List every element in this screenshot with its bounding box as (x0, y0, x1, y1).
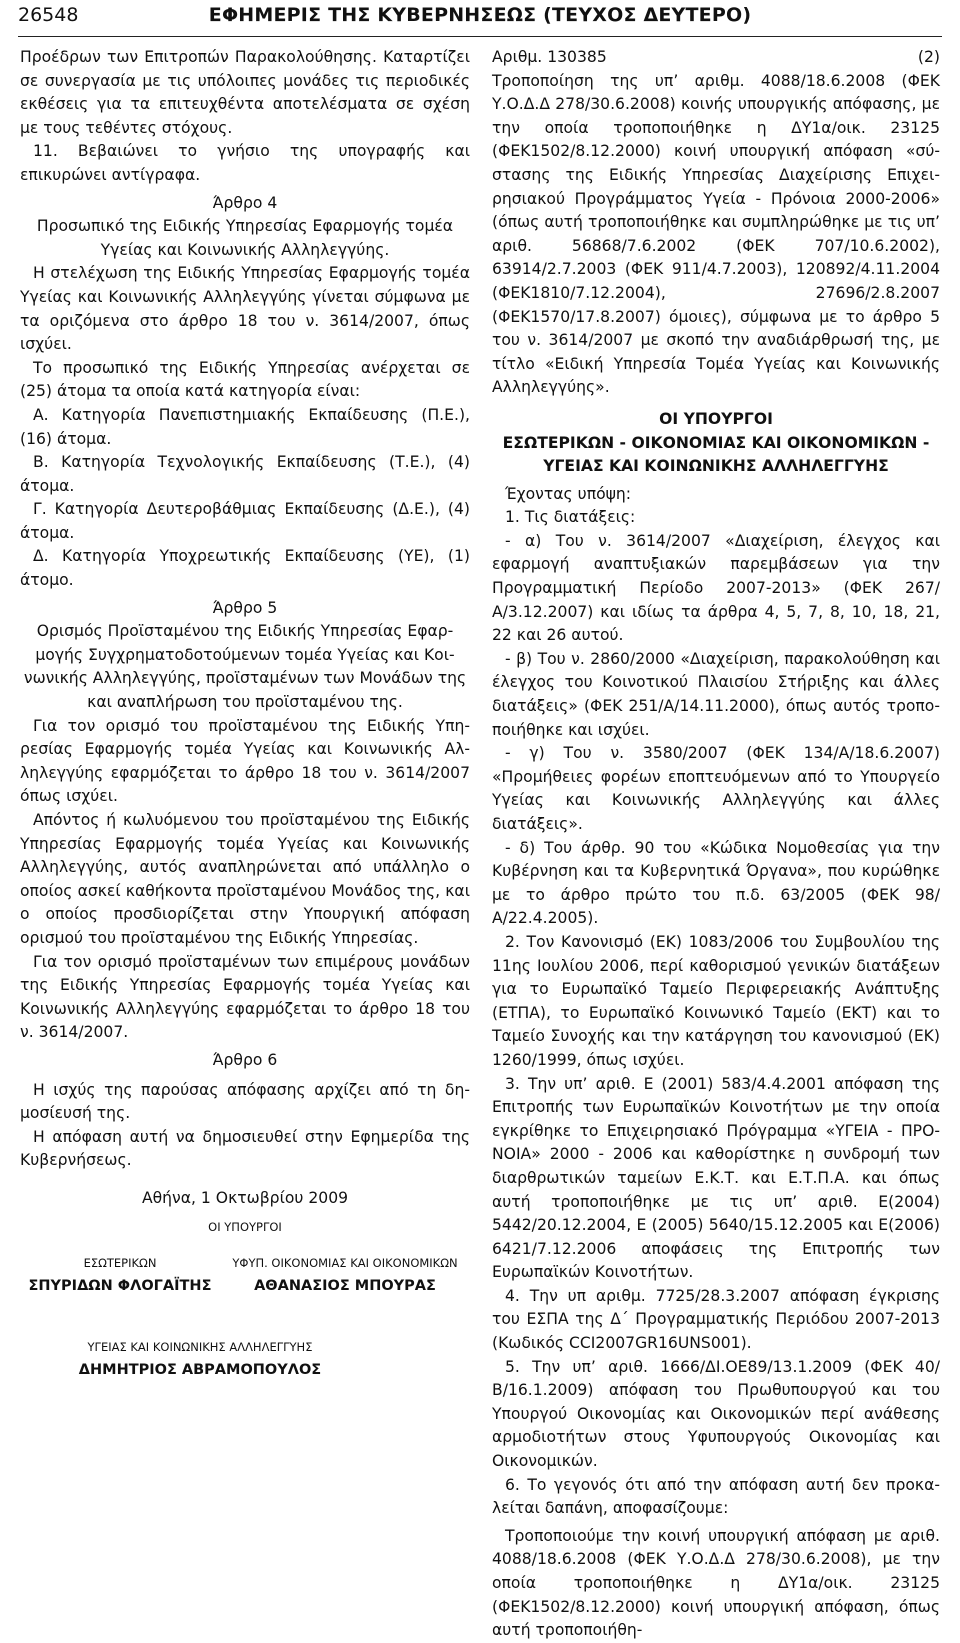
paragraph: Η ισχύς της παρούσας απόφασης αρχίζει από τη δημοσίευσή της. (20, 1080, 470, 1123)
paragraph: Β. Κατηγορία Τεχνολογικής Εκπαίδευσης (Τ.Ε.), (4) άτομα. (20, 453, 470, 495)
ministers-label: ΟΙ ΥΠΟΥΡΓΟΙ (208, 1219, 282, 1234)
paragraph: - α) Του ν. 3614/2007 «Διαχείριση, έλεγχος και εφαρμογή αναπτυξιακών παρεμβάσεων για την Προγραμματική Περίοδο 2007-2013» (ΦΕΚ 267/Α/3.12.2007) και ιδίως τα άρθρα 4, 5, 7, 8, 10, 18, 21, 22 και 26 αυτού. (492, 531, 940, 645)
article-4-subtitle: Προσωπικό της Ειδικής Υπηρεσίας Εφαρμογής τομέα Υγείας και Κοινωνικής Αλληλεγγύης. (36, 217, 454, 259)
page-header (18, 0, 942, 37)
paragraph: Προέδρων των Επιτροπών Παρακολούθησης. Καταρτίζει σε συνεργασία με τις υπόλοιπες μονάδες τις περιοδικές εκθέσεις για τα επιτευχθέντα αποτελέσματα σε σχέση με τους τεθέντες στόχους. (20, 48, 470, 137)
page-number: 26548 (18, 4, 79, 26)
minister-role: ΕΣΩΤΕΡΙΚΩΝ (83, 1255, 157, 1270)
paragraph: 11. Βεβαιώνει το γνήσιο της υπογραφής και επικυρώνει αντίγραφα. (20, 142, 470, 184)
paragraph: 2. Τον Κανονισμό (ΕΚ) 1083/2006 του Συμβουλίου της 11ης Ιουλίου 2006, περί καθορισμού γενικών διατάξεων για το Ευρωπαϊκό Ταμείο Περιφερειακής Ανάπτυξης (ΕΤΠΑ), το Ευρωπαϊκό Κοινωνικό Ταμείο (ΕΚΤ) και το Ταμείο Συνοχής και την κατάργηση του κανονισμού (ΕΚ) 1260/1999, όπως ισχύει. (492, 932, 940, 1069)
paragraph: 5. Την υπ’ αριθ. 1666/ΔΙ.ΟΕ89/13.1.2009 (ΦΕΚ 40/Β/16.1.2009) απόφαση του Πρωθυπουργού και του Υπουργού Οικονομίας και Οικονομικών περί ανάθεσης αρμοδιοτήτων στους Υφυπουργούς Οικονομίας και Οικονομικών. (492, 1357, 940, 1471)
decision-summary: Τροποποίηση της υπ’ αριθμ. 4088/18.6.2008 (ΦΕΚ Υ.Ο.Δ.Δ 278/30.6.2008) κοινής υπουργικής απόφασης, με την οποία τροποποιήθηκε η ΔΥ1α/οικ. 23125 (ΦΕΚ1502/8.12.2000) κοινή υπουργική απόφαση «σύστασης της Ειδικής Υπηρεσίας Διαχείρισης Επιχειρησιακού Προγράμματος Υγεία - Πρόνοια 2000-2006» (όπως αυτή τροποποιήθηκε και συμπληρώθηκε με τις υπ’ αριθ. 56868/7.6.2002 (ΦΕΚ 707/10.6.2002), 63914/2.7.2003 (ΦΕΚ 911/4.7.2003), 120892/4.11.2004 (ΦΕΚ1810/7.12.2004), 27696/2.8.2007 (ΦΕΚ1570/17.8.2007) όμοιες), σύμφωνα με το άρθρο 5 του ν. 3614/2007 με σκοπό την αναδιάρθρωσή της, με τίτλο «Ειδική Υπηρεσία Τομέα Υγείας και Κοινωνικής Αλληλεγγύης». (492, 71, 940, 397)
paragraph: Για τον ορισμό του προϊσταμένου της Ειδικής Υπηρεσίας Εφαρμογής τομέα Υγείας και Κοινωνικής Αλληλεγγύης εφαρμόζεται το άρθρο 18 του ν. 3614/2007 όπως ισχύει. (20, 716, 470, 806)
paragraph: Δ. Κατηγορία Υποχρεωτικής Εκπαίδευσης (ΥΕ), (1) άτομο. (20, 547, 470, 590)
article-5-title: Άρθρο 5 (212, 598, 278, 617)
left-column (20, 46, 470, 1401)
paragraph: - γ) Του ν. 3580/2007 (ΦΕΚ 134/Α/18.6.2007) «Προμήθειες φορέων εποπτευόμενων από το Υπουργείο Υγείας και Κοινωνικής Αλληλεγγύης και άλλες διατάξεις». (492, 744, 940, 833)
paragraph: Γ. Κατηγορία Δευτεροβάθμιας Εκπαίδευσης (Δ.Ε.), (4) άτομα. (20, 500, 470, 542)
minister-name: ΑΘΑΝΑΣΙΟΣ ΜΠΟΥΡΑΣ (254, 1277, 436, 1294)
minister-role: ΥΦΥΠ. ΟΙΚΟΝΟΜΙΑΣ ΚΑΙ ΟΙΚΟΝΟΜΙΚΩΝ (232, 1255, 458, 1270)
paragraph: Α. Κατηγορία Πανεπιστημιακής Εκπαίδευσης (Π.Ε.), (16) άτομα. (20, 405, 470, 448)
ministers-heading: ΟΙ ΥΠΟΥΡΓΟΙ (659, 409, 773, 428)
signature-date: Αθήνα, 1 Οκτωβρίου 2009 (141, 1188, 349, 1207)
paragraph: - δ) Του άρθρ. 90 του «Κώδικα Νομοθεσίας για την Κυβέρνηση και τα Κυβερνητικά Όργανα», που κυρώθηκε με το άρθρο πρώτο του π.δ. 63/2005 (ΦΕΚ 98/Α/22.4.2005). (492, 838, 940, 928)
minister-name: ΣΠΥΡΙΔΩΝ ΦΛΟΓΑΪΤΗΣ (28, 1277, 212, 1294)
paragraph: 1. Τις διατάξεις: (505, 508, 636, 527)
minister-name: ΔΗΜΗΤΡΙΟΣ ΑΒΡΑΜΟΠΟΥΛΟΣ (78, 1361, 322, 1378)
paragraph: 4. Την υπ αριθμ. 7725/28.3.2007 απόφαση έγκρισης του ΕΣΠΑ της Δ΄ Προγραμματικής Περιόδου 2007-2013 (Κωδικός CCI2007GR16UNS001). (492, 1286, 940, 1353)
paragraph: Τροποποιούμε την κοινή υπουργική απόφαση με αριθ. 4088/18.6.2008 (ΦΕΚ Υ.Ο.Δ.Δ 278/30.6.2008), με την οποία τροποποιήθηκε η ΔΥ1α/οικ. 23125 (ΦΕΚ1502/8.12.2000) κοινή υπουργική απόφαση, όπως αυτή τροποποιήθη- (492, 1526, 940, 1640)
paragraph: Για τον ορισμό προϊσταμένων των επιμέρους μονάδων της Ειδικής Υπηρεσίας Εφαρμογής τομέα Υγείας και Κοινωνικής Αλληλεγγύης εφαρμόζεται το άρθρο 18 του ν. 3614/2007. (20, 952, 470, 1042)
decision-index: (2) (917, 48, 940, 66)
paragraph: Απόντος ή κωλυόμενου του προϊσταμένου της Ειδικής Υπηρεσίας Εφαρμογής τομέα Υγείας και Κοινωνικής Αλληλεγγύης, αυτός αναπληρώνεται από υπάλληλο ο οποίος ασκεί καθήκοντα προϊσταμένου Μονάδος της, και ο οποίος προσδιορίζεται στην Υπουργική απόφαση ορισμού του προϊσταμένου της Ειδικής Υπηρεσίας. (20, 811, 470, 947)
minister-role: ΥΓΕΙΑΣ ΚΑΙ ΚΟΙΝΩΝΙΚΗΣ ΑΛΛΗΛΕΓΓΥΗΣ (87, 1339, 313, 1354)
signature-block (20, 1211, 470, 1401)
ministries-heading: ΕΣΩΤΕΡΙΚΩΝ - ΟΙΚΟΝΟΜΙΑΣ ΚΑΙ ΟΙΚΟΝΟΜΙΚΩΝ - ΥΓΕΙΑΣ ΚΑΙ ΚΟΙΝΩΝΙΚΗΣ ΑΛΛΗΛΕΓΓΥΗΣ (502, 433, 930, 476)
right-column (492, 46, 940, 1643)
paragraph: 6. Το γεγονός ότι από την απόφαση αυτή δεν προκαλείται δαπάνη, αποφασίζουμε: (492, 1475, 940, 1518)
paragraph: - β) Του ν. 2860/2000 «Διαχείριση, παρακολούθηση και έλεγχος του Κοινοτικού Πλαισίου Στήριξης και άλλες διατάξεις» (ΦΕΚ 251/Α/14.11.2000), όπως αυτός τροποποιήθηκε και ισχύει. (492, 649, 940, 739)
paragraph: Η στελέχωση της Ειδικής Υπηρεσίας Εφαρμογής τομέα Υγείας και Κοινωνικής Αλληλεγγύης γίνεται σύμφωνα με τα οριζόμενα στο άρθρο 18 του ν. 3614/2007, όπως ισχύει. (20, 264, 470, 354)
paragraph: Το προσωπικό της Ειδικής Υπηρεσίας ανέρχεται σε (25) άτομα τα οποία κατά κατηγορία είναι: (20, 358, 470, 401)
article-6-title: Άρθρο 6 (212, 1050, 278, 1069)
paragraph: Έχοντας υπόψη: (505, 484, 632, 503)
article-5-subtitle: Ορισμός Προϊσταμένου της Ειδικής Υπηρεσίας Εφαρμογής Συγχρηματοδοτούμενων τομέα Υγείας και Κοινωνικής Αλληλεγγύης, προϊσταμένων των Μονάδων της και αναπλήρωση του προϊσταμένου της. (23, 622, 467, 712)
paragraph: Η απόφαση αυτή να δημοσιευθεί στην Εφημερίδα της Κυβερνήσεως. (20, 1127, 470, 1170)
journal-title: ΕΦΗΜΕΡΙΣ ΤΗΣ ΚΥΒΕΡΝΗΣΕΩΣ (ΤΕΥΧΟΣ ΔΕΥΤΕΡΟ) (208, 4, 752, 26)
article-4-title: Άρθρο 4 (212, 193, 278, 212)
decision-number: Αριθμ. 130385 (492, 48, 607, 66)
decision-reference (492, 46, 940, 70)
paragraph: 3. Την υπ’ αριθ. Ε (2001) 583/4.4.2001 απόφαση της Επιτροπής των Ευρωπαϊκών Κοινοτήτων με την οποία εγκρίθηκε το Επιχειρησιακό Πρόγραμμα «ΥΓΕΙΑ - ΠΡΟΝΟΙΑ» 2000 - 2006 και καθορίστηκε η συνδρομή των διαρθρωτικών ταμείων Ε.Κ.Τ. και Ε.Τ.Π.Α. και όπως αυτή τροποποιήθηκε με τις υπ’ αριθ. Ε(2004) 5442/20.12.2004, Ε (2005) 5640/15.12.2005 και Ε(2006) 6421/7.12.2006 αποφάσεις της Επιτροπής των Ευρωπαϊκών Κοινοτήτων. (492, 1074, 940, 1282)
